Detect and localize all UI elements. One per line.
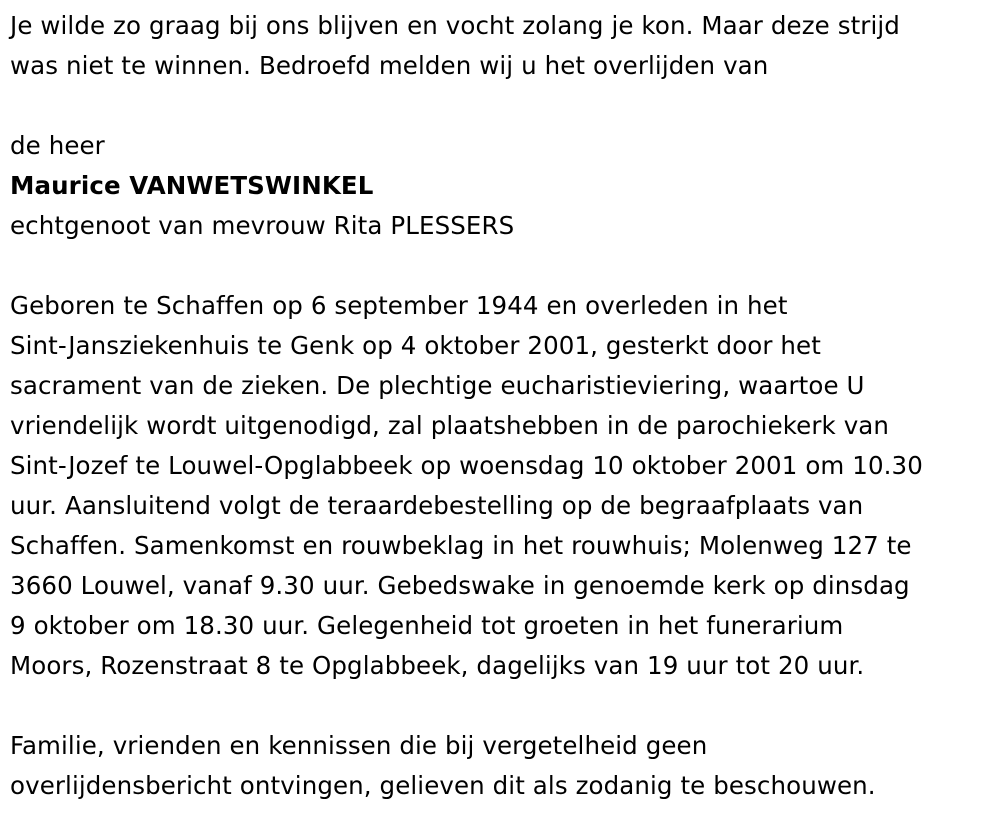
- details-line: Schaffen. Samenkomst en rouwbeklag in het rouwhuis; Molenweg 127 te: [10, 531, 912, 560]
- details-line: Geboren te Schaffen op 6 september 1944 en overleden in het: [10, 291, 788, 320]
- details-paragraph: [10, 286, 990, 686]
- closing-line: Familie, vrienden en kennissen die bij vergetelheid geen: [10, 731, 708, 760]
- details-line: vriendelijk wordt uitgenodigd, zal plaatshebben in de parochiekerk van: [10, 411, 890, 440]
- intro-line: was niet te winnen. Bedroefd melden wij u het overlijden van: [10, 51, 769, 80]
- details-line: Sint-Jozef te Louwel-Opglabbeek op woensdag 10 oktober 2001 om 10.30: [10, 451, 923, 480]
- details-line: 9 oktober om 18.30 uur. Gelegenheid tot groeten in het funerarium: [10, 611, 844, 640]
- details-line: Sint-Jansziekenhuis te Genk op 4 oktober 2001, gesterkt door het: [10, 331, 821, 360]
- details-line: uur. Aansluitend volgt de teraardebestelling op de begraafplaats van: [10, 491, 864, 520]
- deceased-title: de heer: [10, 131, 105, 160]
- intro-paragraph: [10, 6, 990, 86]
- deceased-relation: echtgenoot van mevrouw Rita PLESSERS: [10, 211, 515, 240]
- intro-line: Je wilde zo graag bij ons blijven en vocht zolang je kon. Maar deze strijd: [10, 11, 900, 40]
- spacer: [10, 86, 990, 126]
- closing-line: overlijdensbericht ontvingen, gelieven dit als zodanig te beschouwen.: [10, 771, 876, 800]
- closing-paragraph: [10, 726, 990, 806]
- spacer: [10, 246, 990, 286]
- details-line: 3660 Louwel, vanaf 9.30 uur. Gebedswake in genoemde kerk op dinsdag: [10, 571, 910, 600]
- details-line: sacrament van de zieken. De plechtige eucharistieviering, waartoe U: [10, 371, 865, 400]
- deceased-name: Maurice VANWETSWINKEL: [10, 171, 374, 200]
- details-line: Moors, Rozenstraat 8 te Opglabbeek, dagelijks van 19 uur tot 20 uur.: [10, 651, 865, 680]
- spacer: [10, 686, 990, 726]
- deceased-block: [10, 126, 990, 246]
